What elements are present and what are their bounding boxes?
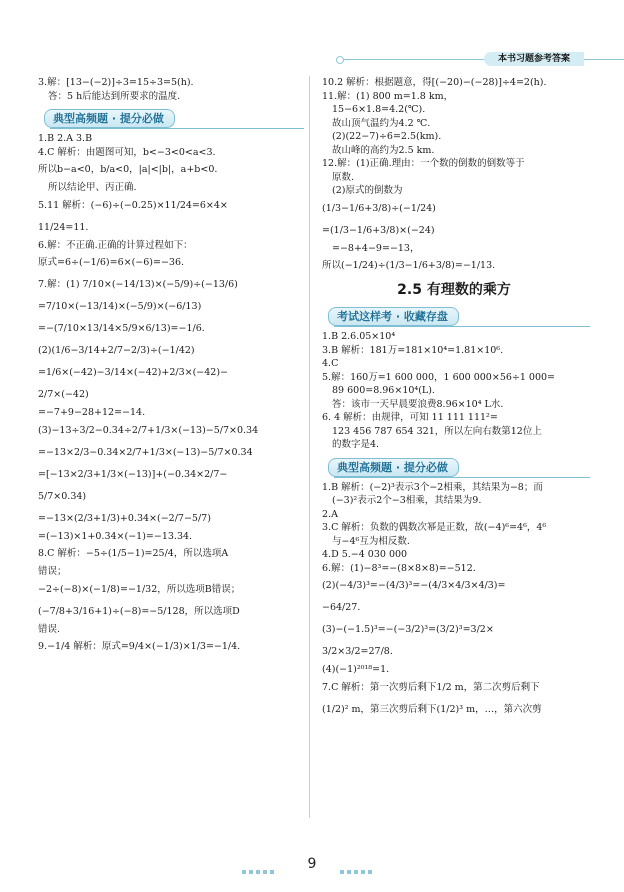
answer-line: 故山峰的高约为2.5 km. <box>332 144 435 156</box>
section-banner-label: 考试这样考 · 收藏存盘 <box>328 307 459 326</box>
answer-line: 10.2 解析：根据题意，得[(−20)−(−28)]÷4=2(h). <box>322 77 547 88</box>
answer-line: =[−13×2/3+1/3×(−13)]+(−0.34×2/7− <box>38 468 228 480</box>
answer-line: 3.B 解析：181万=181×10⁴=1.81×10⁶. <box>322 344 504 356</box>
answer-line: (2)(−4/3)³=−(4/3)³=−(4/3×4/3×4/3)= <box>322 580 506 591</box>
answer-line: 6.解：(1)−8³=−(8×8×8)=−512. <box>322 562 476 574</box>
answer-line: =(1/3−1/6+3/8)×(−24) <box>322 224 435 236</box>
answer-line: =−13×(2/3+1/3)+0.34×(−2/7−5/7) <box>38 512 211 524</box>
header-dot <box>336 56 344 64</box>
column-divider <box>309 76 310 818</box>
answer-line: (−7/8+3/16+1)÷(−8)=−5/128，所以选项D <box>38 605 240 617</box>
answer-line: 3/2×3/2=27/8. <box>322 646 393 657</box>
answer-line: 错误. <box>38 623 61 635</box>
answer-line: 所以b−a<0，b/a<0，|a|<|b|，a+b<0. <box>38 164 218 175</box>
left-column <box>38 76 300 658</box>
page-number: 9 <box>307 856 317 872</box>
answer-line: (2)(22−7)÷6=2.5(km). <box>332 131 442 142</box>
section-banner-label: 典型高频题 · 提分必做 <box>328 458 459 477</box>
answer-line: =7/10×(−13/14)×(−5/9)×(−6/13) <box>38 301 202 312</box>
answer-line: (1/3−1/6+3/8)÷(−1/24) <box>322 202 436 214</box>
answer-line: 1.B 2.6.05×10⁴ <box>322 331 396 342</box>
answer-line: 4.C <box>322 358 339 369</box>
answer-line: 1.B 2.A 3.B <box>38 133 93 144</box>
answer-line: 与−4⁶互为相反数. <box>332 535 410 547</box>
answer-line: 2/7×(−42) <box>38 389 89 400</box>
page-dots-left <box>242 865 284 869</box>
answer-line: 答：5 h后能达到所要求的温度. <box>48 90 181 102</box>
answer-line: 答：该市一天早晨要浪费8.96×10⁴ L水. <box>332 398 504 410</box>
answer-line: (1/2)² m，第三次剪后剩下(1/2)³ m，…，第六次剪 <box>322 703 542 715</box>
section-title: 2.5 有理数的乘方 <box>397 282 511 298</box>
answer-line: 12.解：(1)正确.理由：一个数的倒数的倒数等于 <box>322 158 525 169</box>
header-tab: 本书习题参考答案 <box>484 52 584 66</box>
answer-line: =−8+4−9=−13， <box>332 242 420 254</box>
section-banner-label: 典型高频题 · 提分必做 <box>44 109 175 128</box>
answer-line: =−7+9−28+12=−14. <box>38 407 146 418</box>
answer-line: (2)原式的倒数为 <box>332 185 403 196</box>
answer-line: 89 600=8.96×10⁴(L). <box>332 385 435 396</box>
answer-line: 6. 4 解析：由规律，可知 11 111 111²= <box>322 412 498 423</box>
answer-line: 11.解：(1) 800 m=1.8 km， <box>322 90 454 102</box>
section-banner <box>44 109 300 127</box>
answer-line: =−13×2/3−0.34×2/7+1/3×(−13)−5/7×0.34 <box>38 446 253 458</box>
answer-line: 的数字是4. <box>332 439 380 450</box>
answer-line: =(−13)×1+0.34×(−1)=−13.34. <box>38 530 193 542</box>
answer-line: 4.C 解析：由题图可知，b<−3<0<a<3. <box>38 146 216 158</box>
answer-line: (−3)²表示2个−3相乘，其结果为9. <box>332 495 482 506</box>
section-banner <box>328 458 586 476</box>
answer-line: 4.D 5.−4 030 000 <box>322 549 408 560</box>
answer-line: =−(7/10×13/14×5/9×6/13)=−1/6. <box>38 323 205 334</box>
answer-line: 5/7×0.34) <box>38 490 87 502</box>
answer-line: (2)(1/6−3/14+2/7−2/3)÷(−1/42) <box>38 345 195 356</box>
answer-line: 7.解：(1) 7/10×(−14/13)×(−5/9)÷(−13/6) <box>38 279 238 290</box>
answer-line: 1.B 解析：(−2)³表示3个−2相乘，其结果为−8；而 <box>322 481 543 493</box>
answer-line: 123 456 787 654 321，所以左向右数第12位上 <box>332 425 542 437</box>
answer-line: (4)(−1)²⁰¹⁸=1. <box>322 664 390 675</box>
answer-line: 错误； <box>38 566 67 577</box>
answer-line: −64/27. <box>322 602 361 613</box>
answer-line: =1/6×(−42)−3/14×(−42)+2/3×(−42)− <box>38 367 229 378</box>
answer-line: 6.解：不正确.正确的计算过程如下： <box>38 239 193 251</box>
answer-line: 3.C 解析：负数的偶数次幂是正数，故(−4)⁶=4⁶，4⁶ <box>322 522 547 533</box>
answer-line: 原式=6÷(−1/6)=6×(−6)=−36. <box>38 257 185 268</box>
answer-line: 所以结论甲、丙正确. <box>48 182 137 193</box>
answer-line: 5.解：160万=1 600 000，1 600 000×56÷1 000= <box>322 371 556 383</box>
answer-line: 9.−1/4 解析：原式=9/4×(−1/3)×1/3=−1/4. <box>38 641 241 652</box>
answer-line: 11/24=11. <box>38 221 89 233</box>
answer-line: 15−6×1.8=4.2(℃). <box>332 104 426 115</box>
answer-line: −2÷(−8)×(−1/8)=−1/32，所以选项B错误； <box>38 583 241 595</box>
answer-line: 原数. <box>332 171 355 183</box>
right-column <box>322 76 586 721</box>
answer-line: (3)−(−1.5)³=−(−3/2)³=(3/2)³=3/2× <box>322 624 494 635</box>
answer-line: 所以(−1/24)÷(1/3−1/6+3/8)=−1/13. <box>322 260 496 271</box>
answer-line: (3)−13÷3/2−0.34÷2/7+1/3×(−13)−5/7×0.34 <box>38 424 259 436</box>
section-banner <box>328 307 586 325</box>
answer-line: 8.C 解析：−5÷(1/5−1)=25/4，所以选项A <box>38 548 229 559</box>
answer-line: 7.C 解析：第一次剪后剩下1/2 m，第二次剪后剩下 <box>322 681 540 693</box>
answer-line: 故山顶气温约为4.2 ℃. <box>332 117 431 129</box>
page-dots-right <box>340 865 382 869</box>
answer-line: 3.解：[13−(−2)]÷3=15÷3=5(h). <box>38 77 194 88</box>
answer-line: 2.A <box>322 508 338 520</box>
answer-line: 5.11 解析：(−6)÷(−0.25)×11/24=6×4× <box>38 199 228 211</box>
